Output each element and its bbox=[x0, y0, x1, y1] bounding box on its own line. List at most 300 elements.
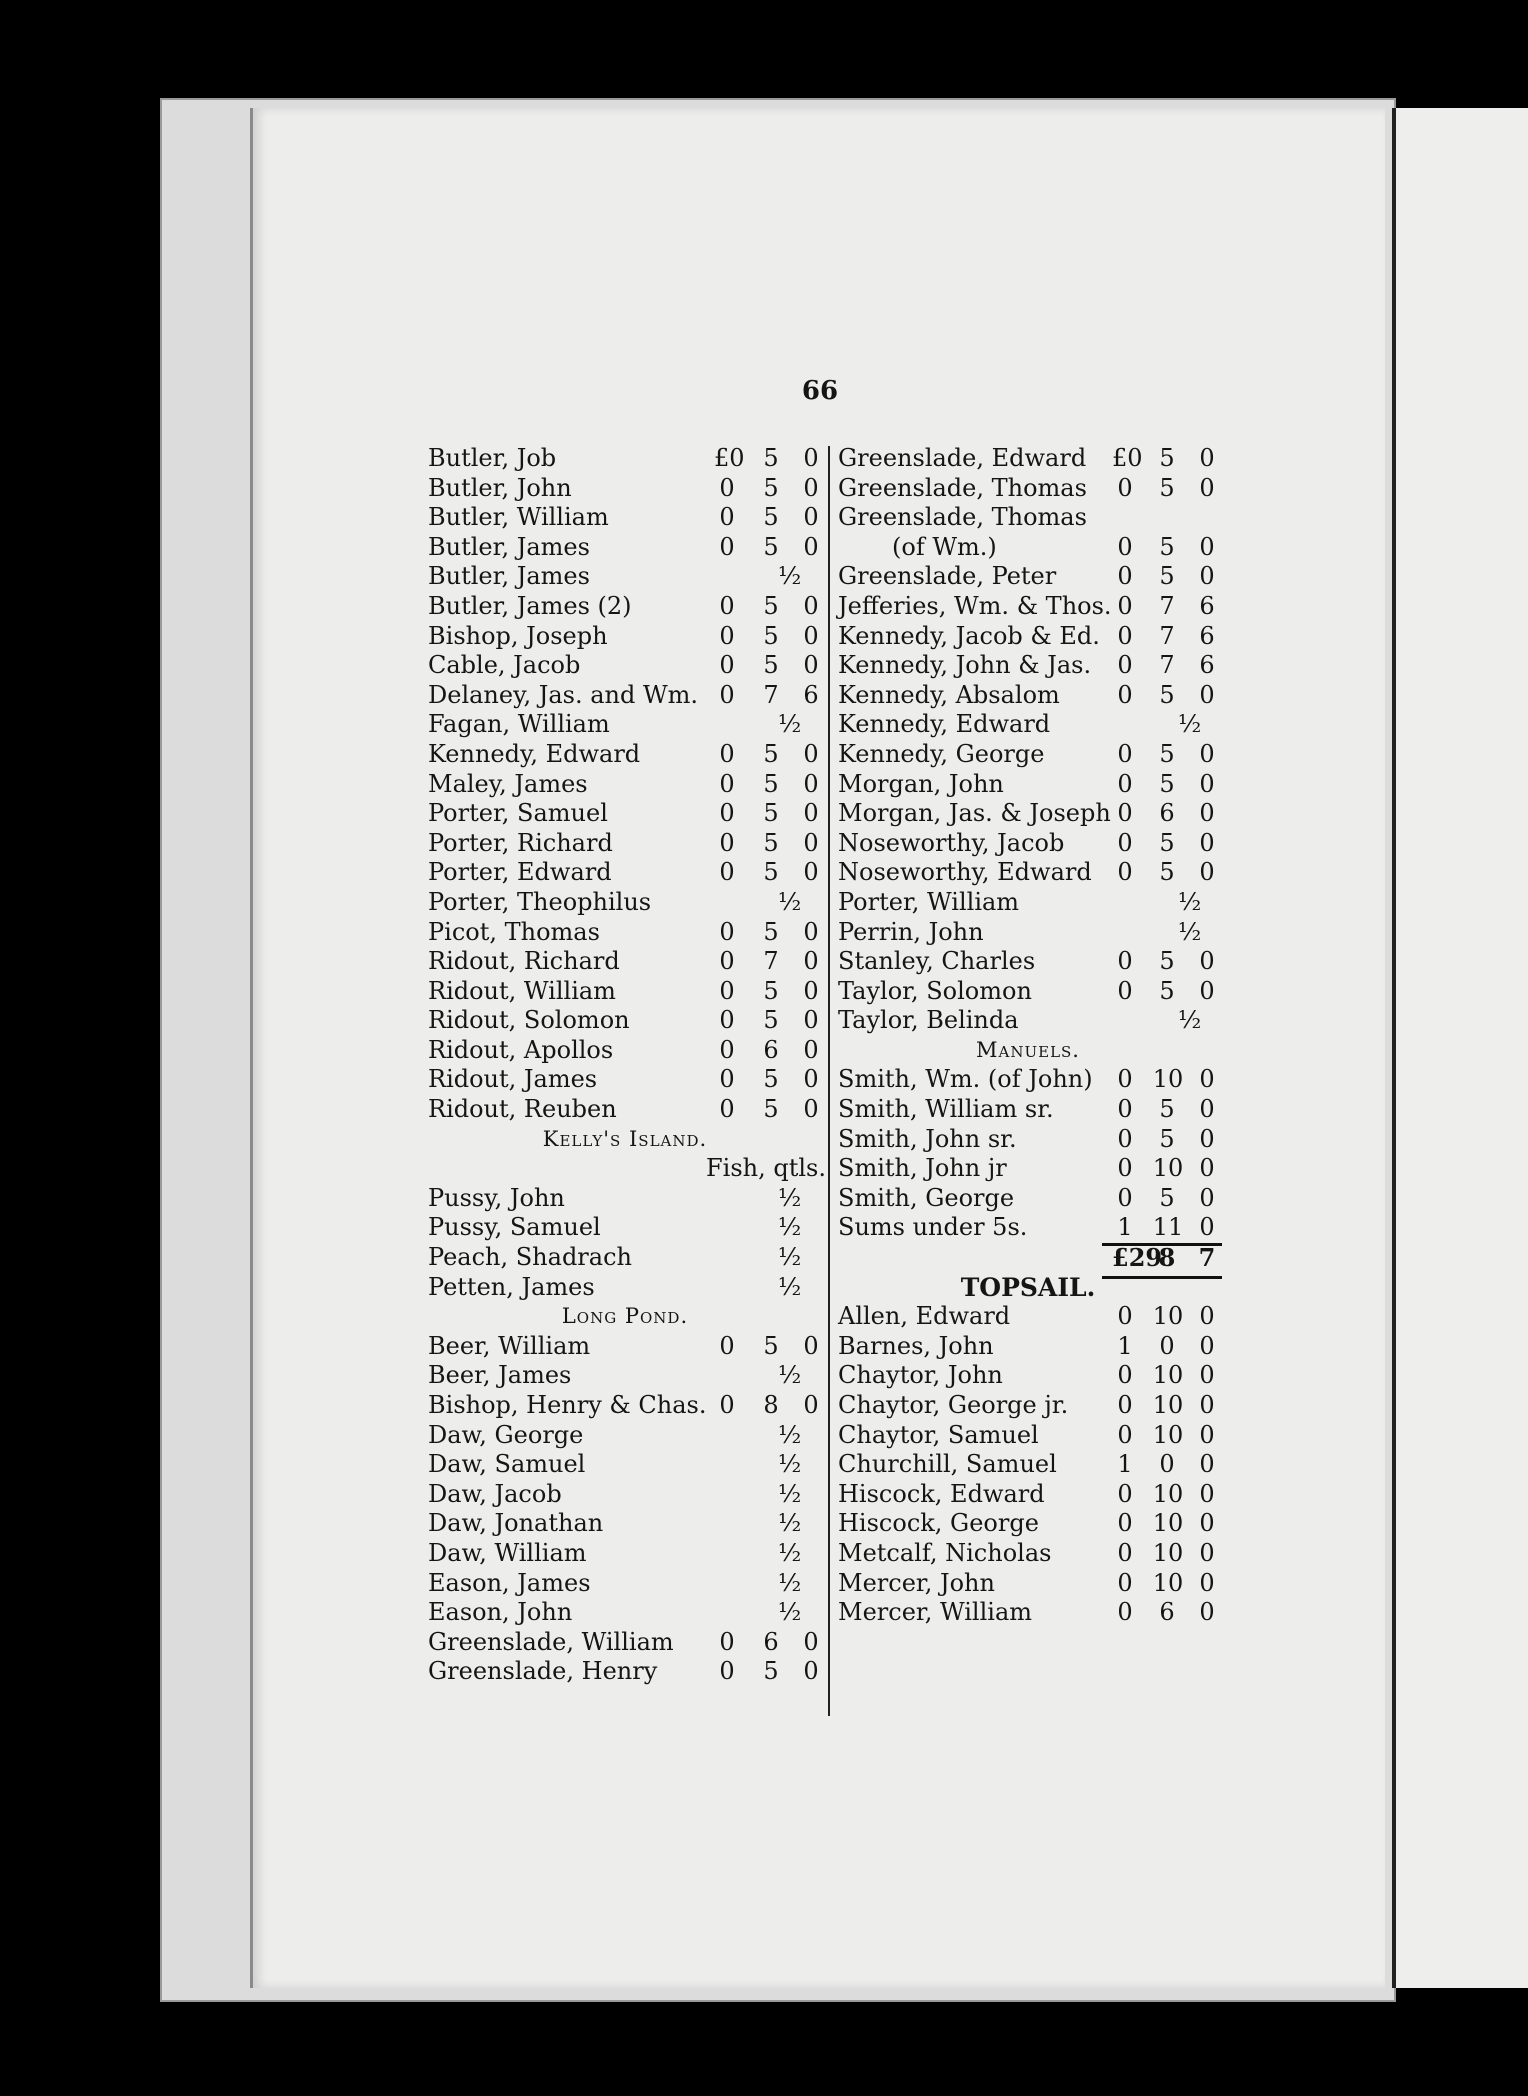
amount-pounds: 0 bbox=[719, 1391, 735, 1419]
amount-shillings: 5 bbox=[1159, 444, 1175, 472]
amount-pounds: 0 bbox=[719, 1095, 735, 1124]
list-item bbox=[832, 1569, 1224, 1599]
amount-pounds: 0 bbox=[1117, 1361, 1133, 1390]
fish-quantity: ½ bbox=[778, 1420, 802, 1449]
amount-pounds: 0 bbox=[1117, 562, 1133, 591]
amount-pounds: 0 bbox=[719, 828, 735, 857]
amount-pounds: 0 bbox=[1117, 1183, 1133, 1212]
subscriber-name: Ridout, Richard bbox=[428, 947, 620, 976]
subscriber-name: Greenslade, Peter bbox=[838, 562, 1057, 591]
list-item bbox=[832, 1302, 1224, 1332]
amount-shillings: 5 bbox=[1159, 739, 1175, 768]
amount-pence: 0 bbox=[1199, 739, 1215, 768]
amount-pence: 0 bbox=[803, 858, 819, 887]
subscriber-name: Butler, James (2) bbox=[428, 591, 632, 620]
amount-pounds: 0 bbox=[719, 947, 735, 976]
section-heading-text: TOPSAIL. bbox=[960, 1272, 1096, 1302]
amount-shillings: 5 bbox=[1159, 562, 1175, 591]
amount-shillings: 5 bbox=[763, 1331, 779, 1360]
amount-pence: 0 bbox=[1199, 858, 1215, 887]
amount-shillings: 5 bbox=[1159, 1095, 1175, 1124]
subscriber-name: Porter, William bbox=[838, 887, 1020, 916]
amount-shillings: 5 bbox=[763, 1065, 779, 1094]
list-item bbox=[422, 562, 828, 592]
subscriber-name: Bishop, Henry & Chas. bbox=[428, 1391, 707, 1419]
amount-shillings: 5 bbox=[763, 769, 779, 798]
fish-quantity: ½ bbox=[778, 562, 802, 591]
list-item bbox=[422, 888, 828, 918]
amount-pounds: 0 bbox=[1117, 1479, 1133, 1508]
subscriber-name: Greenslade, Edward bbox=[838, 444, 1087, 472]
fish-quantity: ½ bbox=[778, 1568, 802, 1597]
amount-shillings: 5 bbox=[1159, 828, 1175, 857]
amount-pounds: 0 bbox=[1117, 1509, 1133, 1538]
subscriber-name: Peach, Shadrach bbox=[428, 1243, 632, 1272]
amount-shillings: 10 bbox=[1152, 1568, 1184, 1597]
list-item bbox=[422, 1421, 828, 1451]
subscriber-name: Kennedy, Edward bbox=[428, 739, 641, 768]
amount-shillings: 5 bbox=[1159, 473, 1175, 502]
subscriber-name: Porter, Theophilus bbox=[428, 887, 652, 916]
list-item bbox=[832, 681, 1224, 711]
amount-pence: 0 bbox=[1199, 1450, 1215, 1479]
amount-pence: 0 bbox=[803, 1657, 819, 1686]
amount-pence: 0 bbox=[803, 828, 819, 857]
subscriber-name: Butler, James bbox=[428, 562, 590, 591]
amount-pounds: 0 bbox=[719, 591, 735, 620]
page-number: 66 bbox=[801, 376, 839, 406]
subscriber-name: Sums under 5s. bbox=[838, 1213, 1028, 1242]
list-item bbox=[832, 592, 1224, 622]
amount-pence: 0 bbox=[1199, 1361, 1215, 1390]
subscriber-name: Hiscock, Edward bbox=[838, 1479, 1045, 1508]
subscriber-name: Petten, James bbox=[428, 1272, 595, 1301]
subscriber-name: Smith, William sr. bbox=[838, 1095, 1054, 1124]
subscriber-name: Kennedy, Jacob & Ed. bbox=[838, 621, 1100, 650]
amount-pounds: 0 bbox=[1117, 1391, 1133, 1419]
list-item bbox=[832, 710, 1224, 740]
fish-quantity: ½ bbox=[778, 1479, 802, 1508]
subscriber-name: Porter, Richard bbox=[428, 828, 613, 857]
amount-pounds: 0 bbox=[719, 1035, 735, 1064]
subscriber-name: Eason, John bbox=[428, 1598, 573, 1627]
list-item bbox=[832, 1065, 1224, 1095]
amount-shillings: 6 bbox=[1159, 1598, 1175, 1627]
subscriber-name: Kennedy, John & Jas. bbox=[838, 651, 1092, 680]
list-item bbox=[832, 622, 1224, 652]
list-item bbox=[832, 1509, 1224, 1539]
subscriber-name: Butler, James bbox=[428, 532, 590, 561]
amount-pounds: £0 bbox=[714, 444, 745, 472]
amount-pounds: 0 bbox=[719, 1331, 735, 1360]
amount-pounds: 0 bbox=[719, 739, 735, 768]
amount-shillings: 5 bbox=[1159, 769, 1175, 798]
amount-pence: 0 bbox=[803, 621, 819, 650]
amount-shillings: 10 bbox=[1152, 1361, 1184, 1390]
list-item bbox=[422, 622, 828, 652]
list-item bbox=[832, 444, 1224, 474]
facing-page-edge bbox=[1392, 108, 1528, 1988]
amount-pence: 0 bbox=[1199, 976, 1215, 1005]
amount-pence: 0 bbox=[803, 947, 819, 976]
amount-shillings: 5 bbox=[763, 917, 779, 946]
section-heading bbox=[422, 1302, 828, 1332]
list-item bbox=[832, 918, 1224, 948]
unit-label-row bbox=[422, 1154, 828, 1184]
amount-pence: 0 bbox=[1199, 1154, 1215, 1183]
subscriber-name: Allen, Edward bbox=[838, 1302, 1011, 1331]
list-item bbox=[422, 799, 828, 829]
list-item bbox=[422, 770, 828, 800]
amount-pounds: 0 bbox=[1117, 858, 1133, 887]
list-item bbox=[832, 474, 1224, 504]
amount-pounds: 0 bbox=[1117, 1420, 1133, 1449]
list-item bbox=[832, 1598, 1224, 1628]
subscriber-name: Butler, John bbox=[428, 473, 572, 502]
amount-shillings: 7 bbox=[763, 680, 779, 709]
list-item bbox=[422, 681, 828, 711]
subscriber-name: Porter, Edward bbox=[428, 858, 612, 887]
amount-pounds: 0 bbox=[1117, 1302, 1133, 1331]
amount-pounds: £0 bbox=[1112, 444, 1143, 472]
list-item bbox=[832, 1095, 1224, 1125]
list-item bbox=[422, 474, 828, 504]
amount-shillings: 8 bbox=[1158, 1243, 1176, 1273]
amount-pence: 0 bbox=[1199, 1124, 1215, 1153]
amount-pounds: 0 bbox=[719, 532, 735, 561]
amount-pence: 0 bbox=[1199, 1302, 1215, 1331]
list-item bbox=[422, 444, 828, 474]
amount-shillings: 5 bbox=[763, 532, 779, 561]
amount-shillings: 8 bbox=[763, 1391, 779, 1419]
list-item bbox=[422, 1480, 828, 1510]
subscriber-name: Beer, William bbox=[428, 1331, 591, 1360]
amount-pence: 0 bbox=[803, 651, 819, 680]
list-item bbox=[422, 651, 828, 681]
amount-pence: 0 bbox=[1199, 1538, 1215, 1567]
fish-quantity: ½ bbox=[1178, 1006, 1202, 1035]
list-item bbox=[422, 1628, 828, 1658]
list-item bbox=[832, 858, 1224, 888]
subscriber-name: Perrin, John bbox=[838, 917, 984, 946]
subscriber-name: Daw, Samuel bbox=[428, 1450, 586, 1479]
list-item bbox=[832, 1006, 1224, 1036]
amount-pounds: 0 bbox=[1117, 976, 1133, 1005]
amount-pounds: 0 bbox=[1117, 769, 1133, 798]
list-item bbox=[422, 1006, 828, 1036]
amount-shillings: 5 bbox=[1159, 947, 1175, 976]
amount-pence: 0 bbox=[803, 1065, 819, 1094]
section-heading bbox=[422, 1125, 828, 1155]
total-rule-bottom bbox=[1102, 1276, 1222, 1279]
subscriber-name: Taylor, Belinda bbox=[838, 1006, 1019, 1035]
list-item bbox=[422, 1569, 828, 1599]
subscriber-name: Jefferies, Wm. & Thos. bbox=[838, 591, 1112, 620]
amount-shillings: 5 bbox=[763, 444, 779, 472]
subscriber-name: Morgan, Jas. & Joseph bbox=[838, 799, 1111, 828]
subscriber-name: Ridout, Reuben bbox=[428, 1095, 617, 1124]
amount-pence: 0 bbox=[803, 591, 819, 620]
list-item bbox=[422, 1539, 828, 1569]
amount-pounds: 0 bbox=[1117, 473, 1133, 502]
amount-pounds: 0 bbox=[719, 769, 735, 798]
subscriber-name: Greenslade, William bbox=[428, 1627, 674, 1656]
list-item bbox=[422, 533, 828, 563]
amount-shillings: 7 bbox=[1159, 651, 1175, 680]
list-item bbox=[422, 1361, 828, 1391]
amount-pence: 0 bbox=[1199, 680, 1215, 709]
amount-pence: 0 bbox=[1199, 1568, 1215, 1597]
amount-pounds: 0 bbox=[719, 858, 735, 887]
amount-pounds: 0 bbox=[1117, 799, 1133, 828]
list-item bbox=[832, 947, 1224, 977]
fish-quantity: ½ bbox=[778, 1213, 802, 1242]
subscriber-name: Picot, Thomas bbox=[428, 917, 600, 946]
amount-pounds: 0 bbox=[719, 473, 735, 502]
amount-pounds: 0 bbox=[719, 1627, 735, 1656]
amount-pounds: 1 bbox=[1117, 1450, 1133, 1479]
amount-shillings: 5 bbox=[763, 739, 779, 768]
subscriber-name: Smith, Wm. (of John) bbox=[838, 1065, 1093, 1094]
subscriber-name: Metcalf, Nicholas bbox=[838, 1538, 1052, 1567]
amount-pence: 0 bbox=[1199, 1420, 1215, 1449]
fish-quantity: ½ bbox=[1178, 710, 1202, 739]
subscriber-name: Noseworthy, Jacob bbox=[838, 828, 1065, 857]
amount-pounds: 0 bbox=[719, 651, 735, 680]
amount-pounds: 0 bbox=[1117, 1568, 1133, 1597]
list-item bbox=[422, 829, 828, 859]
amount-shillings: 6 bbox=[1159, 799, 1175, 828]
amount-shillings: 5 bbox=[763, 799, 779, 828]
amount-pence: 0 bbox=[1199, 1213, 1215, 1242]
right-column bbox=[832, 444, 1224, 1628]
list-item bbox=[422, 1036, 828, 1066]
amount-pence: 0 bbox=[1199, 562, 1215, 591]
list-item bbox=[832, 1213, 1224, 1243]
amount-shillings: 5 bbox=[763, 473, 779, 502]
subscriber-name: Cable, Jacob bbox=[428, 651, 581, 680]
amount-shillings: 10 bbox=[1152, 1154, 1184, 1183]
amount-pence: 0 bbox=[1199, 1065, 1215, 1094]
list-item bbox=[422, 1450, 828, 1480]
amount-pounds: 0 bbox=[1117, 1538, 1133, 1567]
subscriber-name: Pussy, John bbox=[428, 1183, 565, 1212]
list-item bbox=[422, 918, 828, 948]
fish-quantity: ½ bbox=[778, 1450, 802, 1479]
fish-quantity: ½ bbox=[778, 1361, 802, 1390]
subscriber-name: (of Wm.) bbox=[892, 532, 997, 561]
amount-shillings: 11 bbox=[1152, 1213, 1184, 1242]
list-item bbox=[422, 1509, 828, 1539]
amount-pence: 0 bbox=[1199, 1331, 1215, 1360]
fish-quantity: ½ bbox=[778, 887, 802, 916]
amount-pounds: 0 bbox=[1117, 739, 1133, 768]
amount-pounds: 1 bbox=[1117, 1331, 1133, 1360]
subscriber-name: Pussy, Samuel bbox=[428, 1213, 601, 1242]
amount-pence: 0 bbox=[803, 799, 819, 828]
amount-pence: 0 bbox=[803, 503, 819, 532]
amount-pounds: 0 bbox=[719, 1006, 735, 1035]
list-item bbox=[832, 651, 1224, 681]
amount-pence: 0 bbox=[803, 1006, 819, 1035]
amount-shillings: 10 bbox=[1152, 1065, 1184, 1094]
subscriber-name: Delaney, Jas. and Wm. bbox=[428, 680, 699, 709]
subscriber-name: Noseworthy, Edward bbox=[838, 858, 1092, 887]
list-item bbox=[832, 1450, 1224, 1480]
fish-quantity: ½ bbox=[778, 1598, 802, 1627]
amount-pence: 0 bbox=[1199, 1479, 1215, 1508]
amount-pounds: 0 bbox=[719, 976, 735, 1005]
list-item bbox=[832, 1361, 1224, 1391]
amount-shillings: 5 bbox=[763, 828, 779, 857]
subscriber-name: Smith, John jr bbox=[838, 1154, 1007, 1183]
amount-pence: 0 bbox=[803, 739, 819, 768]
amount-shillings: 5 bbox=[1159, 680, 1175, 709]
subscriber-name: Taylor, Solomon bbox=[838, 976, 1032, 1005]
amount-pence: 6 bbox=[1199, 621, 1215, 650]
amount-pence: 0 bbox=[1199, 1509, 1215, 1538]
fish-quantity: ½ bbox=[778, 1272, 802, 1301]
amount-shillings: 6 bbox=[763, 1627, 779, 1656]
subscriber-name: Smith, George bbox=[838, 1183, 1015, 1212]
subscriber-name: Greenslade, Thomas bbox=[838, 473, 1087, 502]
amount-pence: 7 bbox=[1198, 1243, 1216, 1273]
amount-pounds: 0 bbox=[1117, 1095, 1133, 1124]
subscriber-name: Ridout, William bbox=[428, 976, 616, 1005]
amount-pounds: 0 bbox=[1117, 621, 1133, 650]
subscriber-name: Fagan, William bbox=[428, 710, 610, 739]
list-item bbox=[422, 947, 828, 977]
amount-shillings: 5 bbox=[763, 591, 779, 620]
subscriber-name: Kennedy, Edward bbox=[838, 710, 1051, 739]
amount-pence: 0 bbox=[803, 1627, 819, 1656]
subscriber-name: Daw, William bbox=[428, 1538, 587, 1567]
amount-shillings: 5 bbox=[1159, 976, 1175, 1005]
subscriber-name: Butler, Job bbox=[428, 444, 557, 472]
amount-pounds: 0 bbox=[719, 917, 735, 946]
amount-pounds: 0 bbox=[1117, 947, 1133, 976]
fish-quantity: ½ bbox=[778, 1538, 802, 1567]
list-item bbox=[422, 1657, 828, 1687]
list-item bbox=[422, 1243, 828, 1273]
amount-shillings: 7 bbox=[1159, 621, 1175, 650]
amount-pence: 0 bbox=[803, 444, 819, 472]
amount-pounds: 0 bbox=[719, 1657, 735, 1686]
amount-pence: 0 bbox=[803, 1331, 819, 1360]
amount-pounds: 0 bbox=[1117, 1598, 1133, 1627]
amount-shillings: 5 bbox=[1159, 1124, 1175, 1153]
amount-shillings: 5 bbox=[763, 651, 779, 680]
amount-pounds: 0 bbox=[719, 680, 735, 709]
subscriber-name: Barnes, John bbox=[838, 1331, 994, 1360]
subscriber-name: Kennedy, George bbox=[838, 739, 1045, 768]
amount-pounds: 0 bbox=[1117, 680, 1133, 709]
amount-shillings: 10 bbox=[1152, 1391, 1184, 1419]
amount-shillings: 10 bbox=[1152, 1538, 1184, 1567]
subscriber-name: Greenslade, Thomas bbox=[838, 503, 1087, 532]
fish-quantity: ½ bbox=[1178, 917, 1202, 946]
list-item bbox=[832, 977, 1224, 1007]
subscriber-name: Stanley, Charles bbox=[838, 947, 1036, 976]
amount-pence: 0 bbox=[1199, 1391, 1215, 1419]
amount-pounds: 0 bbox=[719, 621, 735, 650]
list-item bbox=[832, 888, 1224, 918]
amount-pence: 0 bbox=[1199, 1598, 1215, 1627]
left-column bbox=[422, 444, 828, 1687]
subscriber-name: Greenslade, Henry bbox=[428, 1657, 658, 1686]
amount-shillings: 10 bbox=[1152, 1479, 1184, 1508]
subscriber-name: Ridout, Solomon bbox=[428, 1006, 630, 1035]
amount-pence: 0 bbox=[1199, 947, 1215, 976]
list-item bbox=[832, 562, 1224, 592]
amount-pounds: 0 bbox=[1117, 1065, 1133, 1094]
subscriber-name: Maley, James bbox=[428, 769, 588, 798]
list-item bbox=[832, 503, 1224, 533]
amount-pounds: 0 bbox=[1117, 532, 1133, 561]
fish-quantity: ½ bbox=[778, 710, 802, 739]
section-heading-text: Manuels. bbox=[976, 1037, 1080, 1062]
amount-shillings: 5 bbox=[763, 503, 779, 532]
subscriber-name: Porter, Samuel bbox=[428, 799, 608, 828]
list-item bbox=[422, 1213, 828, 1243]
subscriber-name: Chaytor, Samuel bbox=[838, 1420, 1039, 1449]
amount-pence: 0 bbox=[1199, 799, 1215, 828]
amount-pence: 0 bbox=[803, 473, 819, 502]
amount-pence: 0 bbox=[1199, 532, 1215, 561]
amount-shillings: 5 bbox=[763, 1657, 779, 1686]
list-item bbox=[832, 1421, 1224, 1451]
list-item bbox=[832, 533, 1224, 563]
amount-shillings: 10 bbox=[1152, 1302, 1184, 1331]
list-item bbox=[422, 1598, 828, 1628]
list-item bbox=[832, 770, 1224, 800]
subscriber-name: Mercer, William bbox=[838, 1598, 1033, 1627]
list-item bbox=[422, 977, 828, 1007]
amount-shillings: 7 bbox=[1159, 591, 1175, 620]
column-divider bbox=[828, 446, 830, 1716]
list-item bbox=[422, 1332, 828, 1362]
amount-shillings: 5 bbox=[1159, 858, 1175, 887]
list-item bbox=[422, 1391, 828, 1421]
subscriber-name: Churchill, Samuel bbox=[838, 1450, 1057, 1479]
amount-pence: 0 bbox=[1199, 1183, 1215, 1212]
list-item bbox=[832, 829, 1224, 859]
subscriber-name: Daw, Jacob bbox=[428, 1479, 562, 1508]
list-item bbox=[832, 1332, 1224, 1362]
list-item bbox=[422, 1095, 828, 1125]
list-item bbox=[832, 740, 1224, 770]
list-item bbox=[832, 1154, 1224, 1184]
list-item bbox=[422, 503, 828, 533]
amount-pence: 0 bbox=[803, 532, 819, 561]
amount-pounds: 0 bbox=[1117, 1154, 1133, 1183]
amount-pence: 0 bbox=[803, 1391, 819, 1419]
amount-pounds: 0 bbox=[1117, 828, 1133, 857]
amount-pence: 0 bbox=[803, 1035, 819, 1064]
subscriber-name: Daw, George bbox=[428, 1420, 584, 1449]
fish-quantity: ½ bbox=[778, 1183, 802, 1212]
amount-pence: 0 bbox=[803, 917, 819, 946]
amount-pence: 0 bbox=[1199, 769, 1215, 798]
amount-shillings: 10 bbox=[1152, 1420, 1184, 1449]
total-row bbox=[832, 1243, 1224, 1273]
amount-shillings: 5 bbox=[1159, 1183, 1175, 1212]
list-item bbox=[832, 799, 1224, 829]
subscriber-name: Smith, John sr. bbox=[838, 1124, 1017, 1153]
amount-pounds: 0 bbox=[719, 1065, 735, 1094]
section-heading-text: Long Pond. bbox=[561, 1304, 689, 1329]
amount-pounds: 0 bbox=[1117, 1124, 1133, 1153]
